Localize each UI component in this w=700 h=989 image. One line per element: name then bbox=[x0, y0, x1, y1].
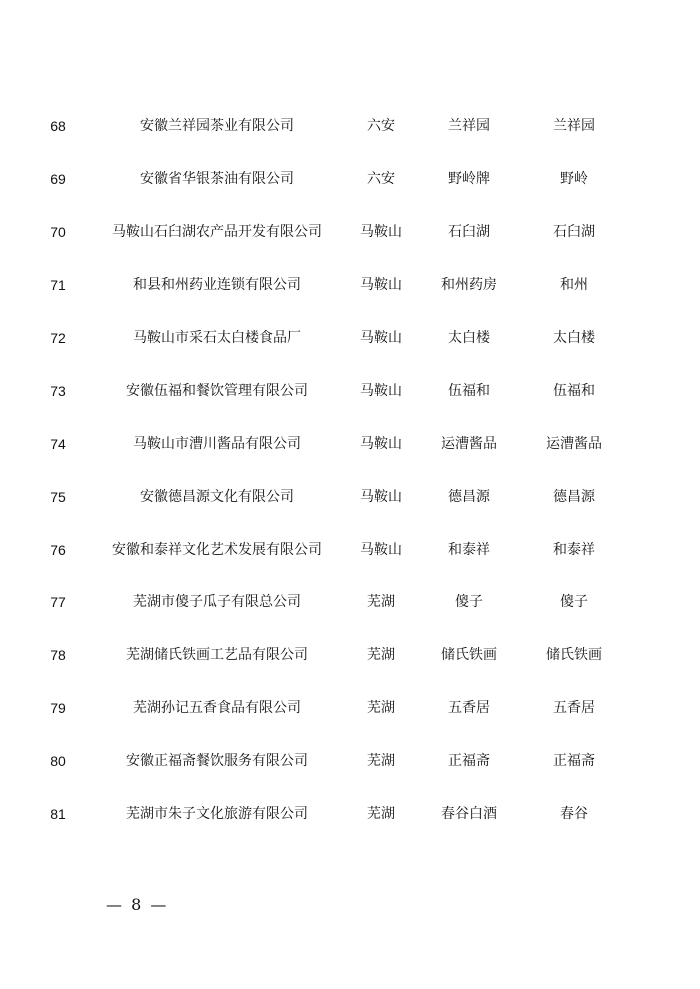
brand-name: 石臼湖 bbox=[448, 224, 490, 241]
city-name: 芜湖 bbox=[367, 753, 395, 770]
brand-name: 伍福和 bbox=[448, 382, 490, 399]
city-name: 马鞍山 bbox=[360, 541, 402, 558]
city-name: 马鞍山 bbox=[360, 330, 402, 346]
company-name: 安徽和泰祥文化艺术发展有限公司 bbox=[112, 541, 322, 558]
trademark-name: 和州 bbox=[560, 277, 588, 294]
company-name: 和县和州药业连锁有限公司 bbox=[133, 277, 301, 294]
table-row bbox=[0, 364, 700, 417]
brand-name: 正福斋 bbox=[448, 753, 490, 770]
city-name: 马鞍山 bbox=[360, 382, 402, 399]
trademark-name: 太白楼 bbox=[553, 330, 595, 346]
table-row bbox=[0, 470, 700, 523]
brand-name: 储氏铁画 bbox=[441, 647, 497, 664]
table-row bbox=[0, 259, 700, 312]
trademark-name: 和泰祥 bbox=[553, 541, 595, 558]
brand-name: 五香居 bbox=[448, 700, 490, 717]
trademark-name: 德昌源 bbox=[553, 488, 595, 505]
row-number: 79 bbox=[50, 700, 66, 717]
company-name: 安徽省华银茶油有限公司 bbox=[140, 171, 294, 188]
table-row bbox=[0, 576, 700, 629]
row-number: 71 bbox=[50, 277, 66, 294]
brand-name: 运漕酱品 bbox=[441, 435, 497, 452]
table-row bbox=[0, 629, 700, 682]
trademark-name: 傻子 bbox=[560, 594, 588, 611]
city-name: 马鞍山 bbox=[360, 224, 402, 241]
brand-name: 和州药房 bbox=[441, 277, 497, 294]
brand-name: 和泰祥 bbox=[448, 541, 490, 558]
city-name: 芜湖 bbox=[367, 647, 395, 664]
row-number: 76 bbox=[50, 541, 66, 558]
city-name: 马鞍山 bbox=[360, 488, 402, 505]
row-number: 74 bbox=[50, 435, 66, 452]
company-name: 芜湖孙记五香食品有限公司 bbox=[133, 700, 301, 717]
table-row bbox=[0, 206, 700, 259]
city-name: 芜湖 bbox=[367, 806, 395, 823]
city-name: 六安 bbox=[367, 171, 395, 188]
trademark-name: 春谷 bbox=[560, 806, 588, 823]
company-name: 安徽兰祥园茶业有限公司 bbox=[140, 118, 294, 135]
trademark-name: 正福斋 bbox=[553, 753, 595, 770]
company-name: 安徽德昌源文化有限公司 bbox=[140, 488, 294, 505]
row-number: 80 bbox=[50, 753, 66, 770]
trademark-name: 五香居 bbox=[553, 700, 595, 717]
row-number: 81 bbox=[50, 806, 66, 823]
trademark-name: 储氏铁画 bbox=[546, 647, 602, 664]
company-name: 马鞍山石臼湖农产品开发有限公司 bbox=[112, 224, 322, 241]
table-row bbox=[0, 100, 700, 153]
company-name: 芜湖市傻子瓜子有限总公司 bbox=[133, 594, 301, 611]
row-number: 77 bbox=[50, 594, 66, 611]
company-name: 安徽正福斋餐饮服务有限公司 bbox=[126, 753, 308, 770]
table-row bbox=[0, 735, 700, 788]
city-name: 芜湖 bbox=[367, 700, 395, 717]
brand-name: 傻子 bbox=[455, 594, 483, 611]
brand-name: 兰祥园 bbox=[448, 118, 490, 135]
row-number: 73 bbox=[50, 382, 66, 399]
company-name: 安徽伍福和餐饮管理有限公司 bbox=[126, 382, 308, 399]
company-name: 芜湖市朱子文化旅游有限公司 bbox=[126, 806, 308, 823]
trademark-name: 伍福和 bbox=[553, 382, 595, 399]
city-name: 芜湖 bbox=[367, 594, 395, 611]
row-number: 75 bbox=[50, 488, 66, 505]
row-number: 69 bbox=[50, 171, 66, 188]
brand-name: 春谷白酒 bbox=[441, 806, 497, 823]
brand-name: 太白楼 bbox=[448, 330, 490, 346]
brand-table bbox=[0, 100, 700, 840]
page-number: — 8 — bbox=[106, 895, 169, 914]
table-row bbox=[0, 523, 700, 576]
row-number: 68 bbox=[50, 118, 66, 135]
table-row bbox=[0, 153, 700, 206]
table-row bbox=[0, 788, 700, 841]
row-number: 70 bbox=[50, 224, 66, 241]
brand-name: 德昌源 bbox=[448, 488, 490, 505]
city-name: 六安 bbox=[367, 118, 395, 135]
table-row bbox=[0, 682, 700, 735]
row-number: 72 bbox=[50, 330, 66, 346]
city-name: 马鞍山 bbox=[360, 277, 402, 294]
trademark-name: 运漕酱品 bbox=[546, 435, 602, 452]
trademark-name: 野岭 bbox=[560, 171, 588, 188]
trademark-name: 兰祥园 bbox=[553, 118, 595, 135]
brand-name: 野岭牌 bbox=[448, 171, 490, 188]
row-number: 78 bbox=[50, 647, 66, 664]
company-name: 马鞍山市漕川酱品有限公司 bbox=[133, 435, 301, 452]
company-name: 芜湖储氏铁画工艺品有限公司 bbox=[126, 647, 308, 664]
trademark-name: 石臼湖 bbox=[553, 224, 595, 241]
company-name: 马鞍山市采石太白楼食品厂 bbox=[133, 330, 301, 346]
city-name: 马鞍山 bbox=[360, 435, 402, 452]
table-row bbox=[0, 312, 700, 365]
table-row bbox=[0, 417, 700, 470]
